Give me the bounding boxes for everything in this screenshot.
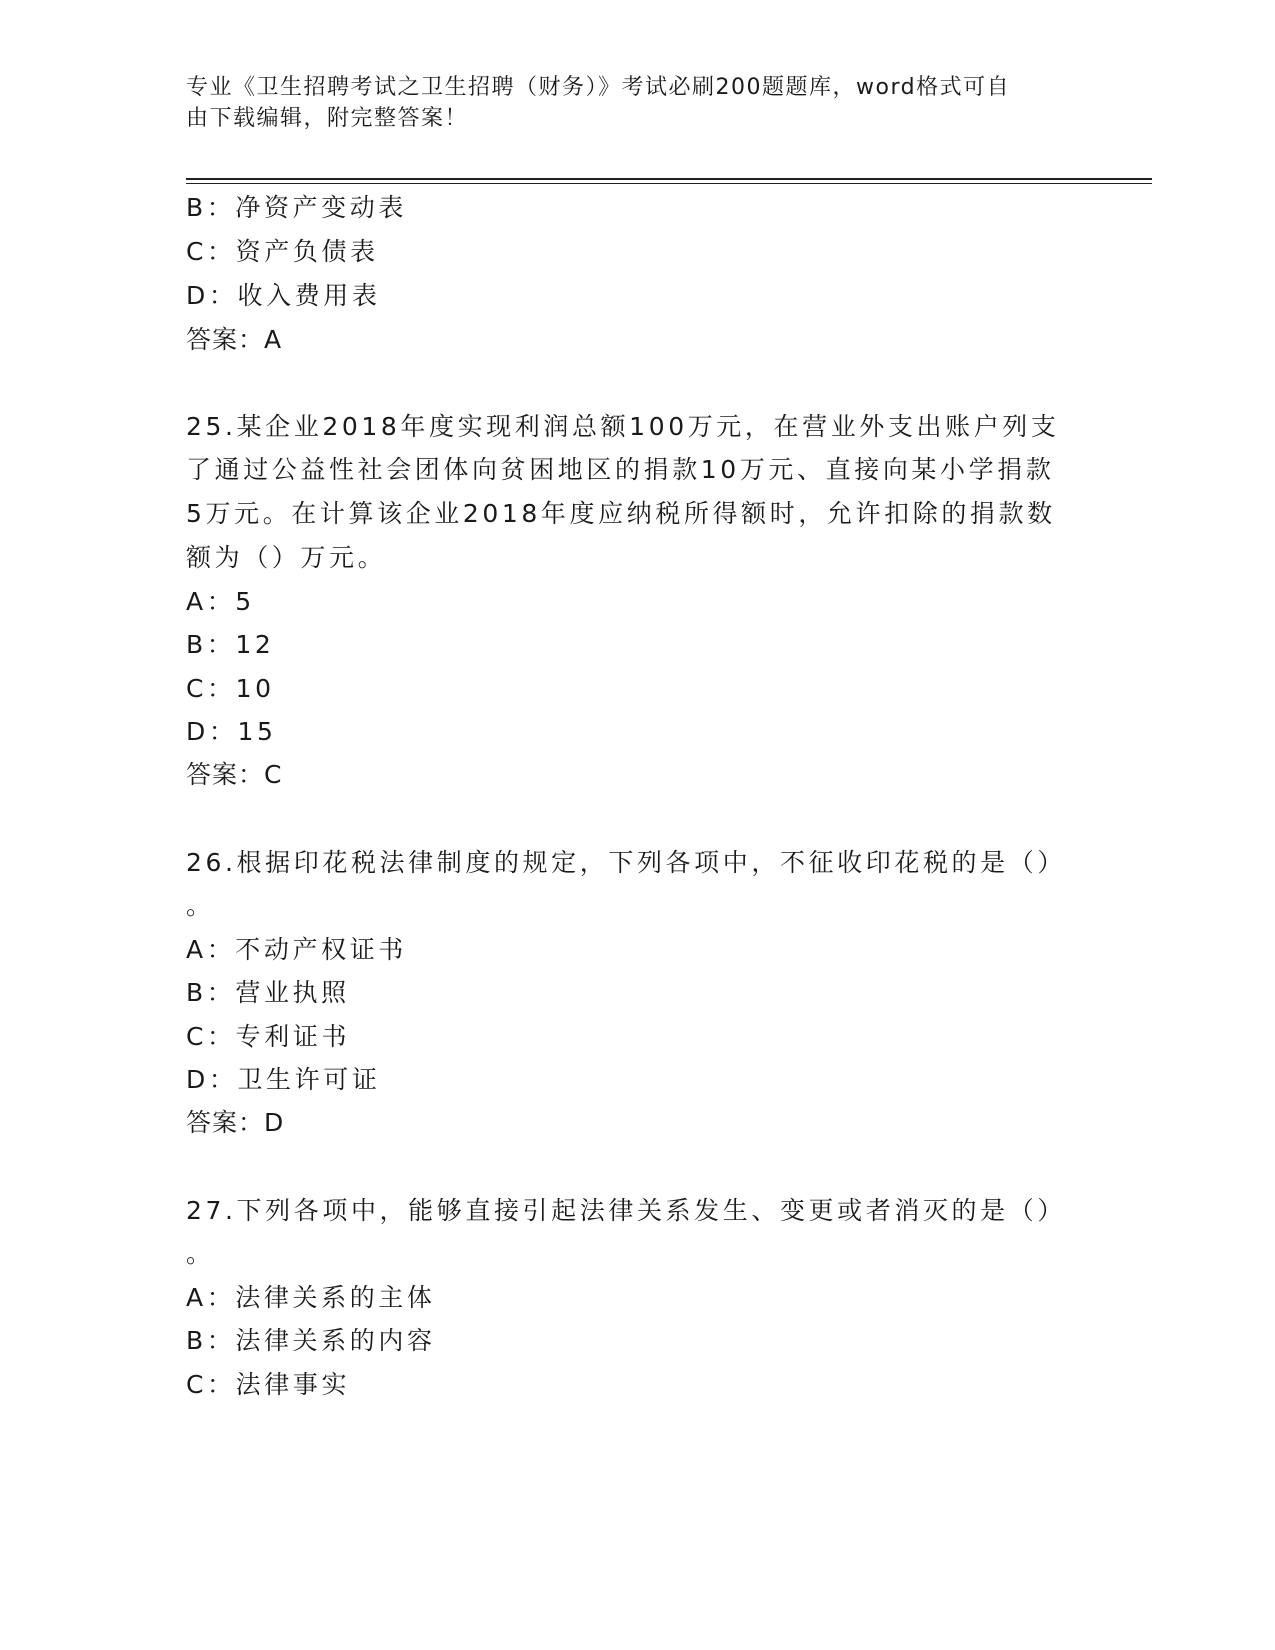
question-text: 26.根据印花税法律制度的规定，下列各项中，不征收印花税的是（） [186, 848, 1066, 877]
option-c: C：法律事实 [186, 1370, 351, 1399]
question-text: 额为（）万元。 [186, 543, 387, 572]
header-line-2: 由下载编辑，附完整答案！ [186, 106, 469, 131]
option-c: C：10 [186, 674, 275, 703]
option-a: A：不动产权证书 [186, 935, 407, 964]
answer: 答案：D [186, 1108, 285, 1137]
option-b: B：12 [186, 630, 275, 659]
question-text: 了通过公益性社会团体向贫困地区的捐款10万元、直接向某小学捐款 [186, 455, 1055, 484]
option-b: B：法律关系的内容 [186, 1326, 436, 1355]
answer: 答案：A [186, 325, 283, 354]
question-text: 25.某企业2018年度实现利润总额100万元，在营业外支出账户列支 [186, 412, 1060, 441]
option-d: D：卫生许可证 [186, 1065, 381, 1094]
option-b: B：净资产变动表 [186, 193, 407, 222]
question-text: 5万元。在计算该企业2018年度应纳税所得额时，允许扣除的捐款数 [186, 499, 1056, 528]
question-text: 。 [186, 891, 215, 920]
question-text: 。 [186, 1239, 215, 1268]
option-d: D：收入费用表 [186, 281, 381, 310]
option-a: A：法律关系的主体 [186, 1283, 436, 1312]
option-d: D：15 [186, 717, 277, 746]
option-b: B：营业执照 [186, 978, 350, 1007]
question-text: 27.下列各项中，能够直接引起法律关系发生、变更或者消灭的是（） [186, 1196, 1066, 1225]
option-c: C：专利证书 [186, 1022, 351, 1051]
option-c: C：资产负债表 [186, 237, 379, 266]
header-line-1: 专业《卫生招聘考试之卫生招聘（财务）》考试必刷200题题库，word格式可自 [186, 75, 1011, 100]
document-header [186, 72, 1066, 134]
answer: 答案：C [186, 760, 283, 789]
header-divider-thin [186, 183, 1152, 184]
header-divider-thick [186, 178, 1152, 180]
option-a: A：5 [186, 587, 255, 616]
